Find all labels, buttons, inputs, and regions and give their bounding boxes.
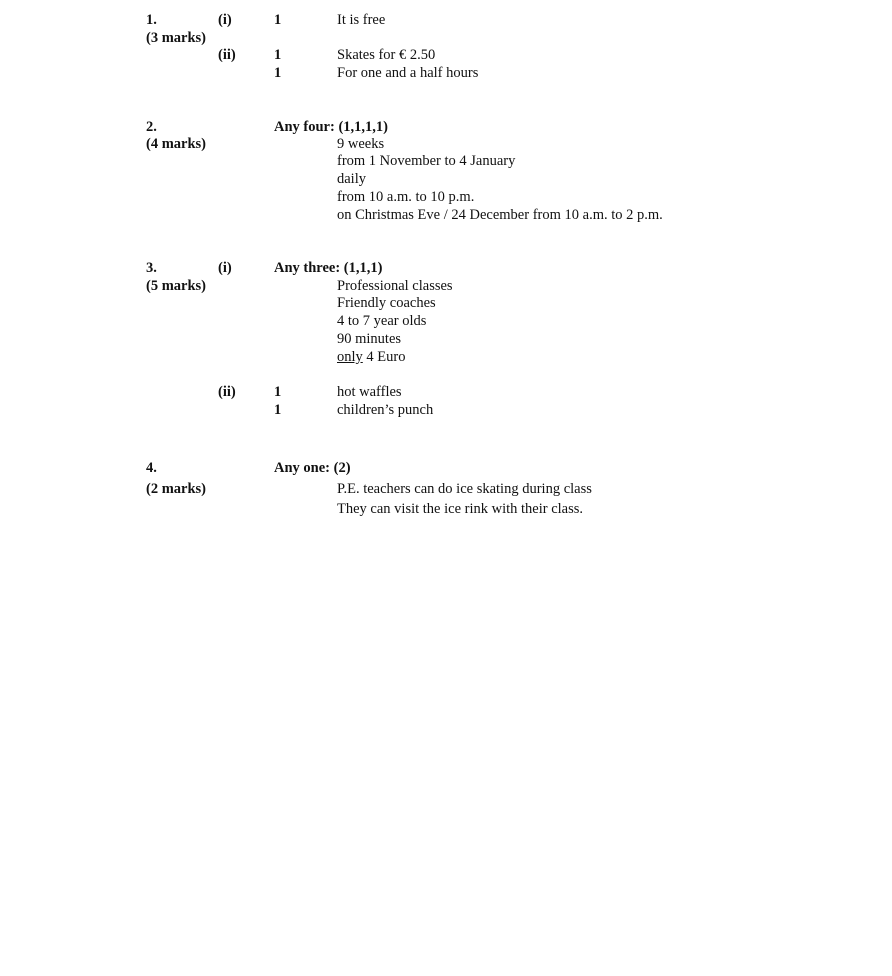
q2-marks: (4 marks) — [146, 136, 207, 152]
q2-number: 2. — [146, 119, 157, 135]
q3-part-i-answer-5-rest: 4 Euro — [362, 349, 406, 365]
q3-part-i-answer-4: 90 minutes — [337, 331, 402, 347]
q4-answer-2: They can visit the ice rink with their class. — [337, 501, 584, 517]
q1-part-ii-score-2: 1 — [274, 65, 282, 81]
q2-answer-5: on Christmas Eve / 24 December from 10 a.m. to 2 p.m. — [337, 207, 663, 223]
q3-part-i-answer-1: Professional classes — [337, 278, 453, 294]
q3-marks: (5 marks) — [146, 278, 207, 294]
q3-part-ii-label: (ii) — [218, 384, 236, 400]
q1-part-ii-answer-1: Skates for € 2.50 — [337, 47, 436, 63]
q3-part-i-answer-2: Friendly coaches — [337, 295, 436, 311]
q2-answer-1: 9 weeks — [337, 136, 385, 152]
q2-answer-4: from 10 a.m. to 10 p.m. — [337, 189, 475, 205]
q3-part-ii-answer-2: children’s punch — [337, 402, 434, 418]
q2-answer-3: daily — [337, 171, 366, 187]
q2-instruction: Any four: (1,1,1,1) — [274, 119, 388, 135]
q1-part-ii-score-1: 1 — [274, 47, 282, 63]
q1-part-ii-label: (ii) — [218, 47, 236, 63]
q3-part-ii-answer-1: hot waffles — [337, 384, 402, 400]
q3-part-ii-score-2: 1 — [274, 402, 282, 418]
q3-part-i-answer-5 — [337, 349, 405, 366]
q1-number: 1. — [146, 12, 157, 28]
q1-part-i-score: 1 — [274, 12, 282, 28]
q3-part-i-answer-5-underlined: only — [337, 349, 363, 365]
q3-part-i-answer-3: 4 to 7 year olds — [337, 313, 427, 329]
q3-part-i-label: (i) — [218, 260, 232, 276]
q1-part-ii-answer-2: For one and a half hours — [337, 65, 479, 81]
q1-part-i-answer: It is free — [337, 12, 386, 28]
q4-answer-1: P.E. teachers can do ice skating during class — [337, 481, 592, 497]
q3-part-i-instruction: Any three: (1,1,1) — [274, 260, 383, 276]
q3-number: 3. — [146, 260, 157, 276]
q2-answer-2: from 1 November to 4 January — [337, 153, 516, 169]
q3-part-ii-score-1: 1 — [274, 384, 282, 400]
q4-instruction: Any one: (2) — [274, 460, 351, 476]
q1-part-i-label: (i) — [218, 12, 232, 28]
q4-number: 4. — [146, 460, 157, 476]
q1-marks: (3 marks) — [146, 30, 207, 46]
q4-marks: (2 marks) — [146, 481, 207, 497]
